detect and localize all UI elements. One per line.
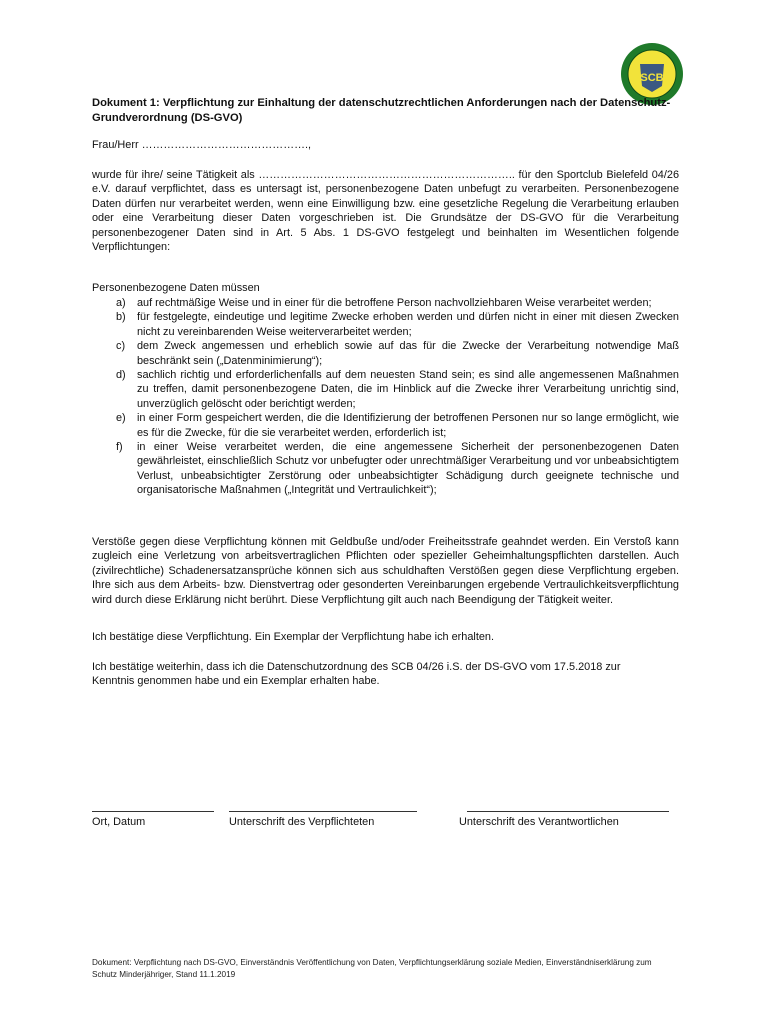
confirmation-receipt: Ich bestätige diese Verpflichtung. Ein Exemplar der Verpflichtung habe ich erhalten. <box>92 631 494 643</box>
obligation-list <box>92 296 679 498</box>
list-intro: Personenbezogene Daten müssen <box>92 282 260 294</box>
list-marker: f) <box>116 441 123 454</box>
list-item <box>92 440 679 498</box>
document-title: Dokument 1: Verpflichtung zur Einhaltung der datenschutzrechtlichen Anforderungen nach der Datenschutz-Grundverordnung (DS-GVO) <box>92 97 671 124</box>
violations-paragraph: Verstöße gegen diese Verpflichtung können mit Geldbuße und/oder Freiheitsstrafe geahndet werden. Ein Verstoß kann zugleich eine Verletzung von arbeitsvertraglichen Pflichten oder spezieller Geheimhaltungspflichten darstellen. Auch (zivilrechtliche) Schadenersatzansprüche können sich aus schuldhaften Verstößen gegen diese Verpflichtung ergeben. Ihre sich aus dem Arbeits- bzw. Dienstvertrag oder gesonderten Vereinbarungen ergebende Vertraulichkeitsverpflichtung wird durch diese Erklärung nicht berührt. Diese Verpflichtung gilt auch nach Beendigung der Tätigkeit weiter. <box>92 536 679 606</box>
list-marker: c) <box>116 340 126 353</box>
list-item-text: dem Zweck angemessen und erheblich sowie auf das für die Zwecke der Verarbeitung notwendige Maß beschränkt sein („Datenminimierung“); <box>137 340 679 367</box>
list-item-text: sachlich richtig und erforderlichenfalls auf dem neuesten Stand sein; es sind alle angemessenen Maßnahmen zu treffen, damit personenbezogene Daten, die im Hinblick auf die Zwecke ihrer Verarbeitung unrichtig sind, unverzüglich gelöscht oder berichtigt werden; <box>137 369 679 410</box>
list-item-text: für festgelegte, eindeutige und legitime Zwecke erhoben werden und dürfen nicht in einer mit diesen Zwecken nicht zu vereinbarenden Weise weiterverarbeitet werden; <box>137 311 679 338</box>
list-marker: b) <box>116 311 126 324</box>
signature-label: Unterschrift des Verpflichteten <box>229 816 375 828</box>
list-item-text: auf rechtmäßige Weise und in einer für die betroffene Person nachvollziehbaren Weise verarbeitet werden; <box>137 297 652 309</box>
list-marker: d) <box>116 369 126 382</box>
signature-obligee[interactable] <box>229 797 417 828</box>
confirmation-privacy-policy: Ich bestätige weiterhin, dass ich die Datenschutzordnung des SCB 04/26 i.S. der DS-GVO vom 17.5.2018 zur Kenntnis genommen habe und ein Exemplar erhalten habe. <box>92 661 621 688</box>
signature-line <box>229 797 417 812</box>
salutation-line: Frau/Herr ………………………………………., <box>92 139 312 151</box>
signature-line <box>92 797 214 812</box>
list-item <box>92 368 679 411</box>
list-item <box>92 296 679 310</box>
logo-text: SCB <box>640 72 664 84</box>
document-footer: Dokument: Verpflichtung nach DS-GVO, Einverständnis Veröffentlichung von Daten, Verpflichtungserklärung soziale Medien, Einverständniserklärung zum Schutz Minderjähriger, Stand 11.1.2019 <box>92 958 652 979</box>
intro-paragraph: wurde für ihre/ seine Tätigkeit als …………………………………………………………….. für den Sportclub Bielefeld 04/26 e.V. darauf verpflichtet, dass es untersagt ist, personenbezogene Daten unbefugt zu verarbeiten. Personenbezogene Daten dürfen nur verarbeitet werden, wenn eine Einwilligung bzw. eine gesetzliche Regelung die Verarbeitung erlauben oder eine Verarbeitung dieser Daten vorgeschrieben ist. Die Grundsätze der DS-GVO für die Verarbeitung personenbezogener Daten sind in Art. 5 Abs. 1 DS-GVO festgelegt und beinhalten im Wesentlichen folgende Verpflichtungen: <box>92 169 679 254</box>
signature-label: Unterschrift des Verantwortlichen <box>459 816 619 828</box>
list-marker: e) <box>116 412 126 425</box>
list-item-text: in einer Form gespeichert werden, die die Identifizierung der betroffenen Personen nur so lange ermöglicht, wie es für die Zwecke, für die sie verarbeitet werden, erforderlich ist; <box>137 412 679 439</box>
list-item <box>92 339 679 368</box>
signature-line <box>467 797 669 812</box>
list-marker: a) <box>116 297 126 309</box>
signature-label: Ort, Datum <box>92 816 146 828</box>
list-item <box>92 411 679 440</box>
list-item <box>92 310 679 339</box>
signature-place-date[interactable] <box>92 797 214 828</box>
signature-responsible[interactable] <box>459 797 669 828</box>
list-item-text: in einer Weise verarbeitet werden, die eine angemessene Sicherheit der personenbezogenen Daten gewährleistet, einschließlich Schutz vor unbefugter oder unrechtmäßiger Verarbeitung und vor unbeabsichtigtem Verlust, unbeabsichtigter Zerstörung oder unbeabsichtigter Schädigung durch geeignete technische und organisatorische Maßnahmen („Integrität und Vertraulichkeit“); <box>137 441 679 497</box>
